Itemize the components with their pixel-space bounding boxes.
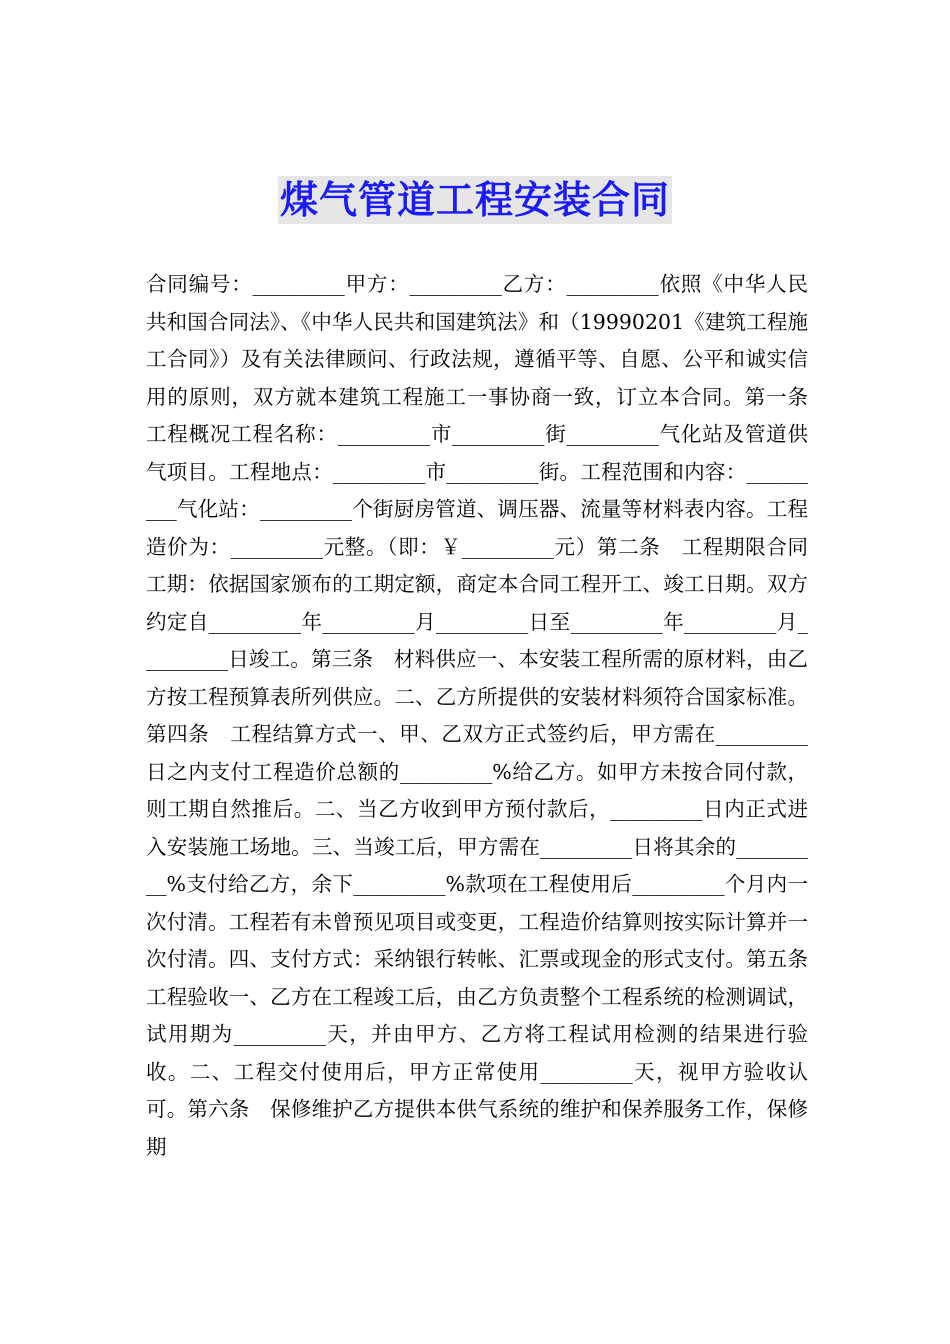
contract-body-text: 合同编号：_________甲方：_________乙方：_________依照《中华人民共和国合同法》、《中华人民共和国建筑法》和（19990201《建筑工程施工合同》）及有关法律顾问、行政法规，遵循平等、自愿、公平和诚实信用的原则，双方就本建筑工程施工一事协商一致，订立本合同。第一条 工程概况工程名称：_________市_________街_________气化站及管道供气项目。工程地点：_________市_________街。工程范围和内容：_________气化站：_________个街厨房管道、调压器、流量等材料表内容。工程造价为：_________元整。（即：￥_________元）第二条 工程期限合同工期：依据国家颁布的工期定额，商定本合同工程开工、竣工日期。双方约定自_________年_________月_________日至_________年_________月_________日竣工。第三条 材料供应一、本安装工程所需的原材料，由乙方按工程预算表所列供应。二、乙方所提供的安装材料须符合国家标准。第四条 工程结算方式一、甲、乙双方正式签约后，甲方需在_________日之内支付工程造价总额的_________%给乙方。如甲方未按合同付款，则工期自然推后。二、当乙方收到甲方预付款后，_________日内正式进入安装施工场地。三、当竣工后，甲方需在_________日将其余的_________%支付给乙方，余下_________%款项在工程使用后_________个月内一次付清。工程若有未曾预见项目或变更，工程造价结算则按实际计算并一次付清。四、支付方式：采纳银行转帐、汇票或现金的形式支付。第五条 工程验收一、乙方在工程竣工后，由乙方负责整个工程系统的检测调试，试用期为_________天，并由甲方、乙方将工程试用检测的结果进行验收。二、工程交付使用后，甲方正常使用_________天，视甲方验收认可。第六条 保修维护乙方提供本供气系统的维护和保养服务工作，保修期 (146, 272, 829, 1159)
title-container (0, 176, 950, 224)
document-title: 煤气管道工程安装合同 (279, 178, 670, 222)
